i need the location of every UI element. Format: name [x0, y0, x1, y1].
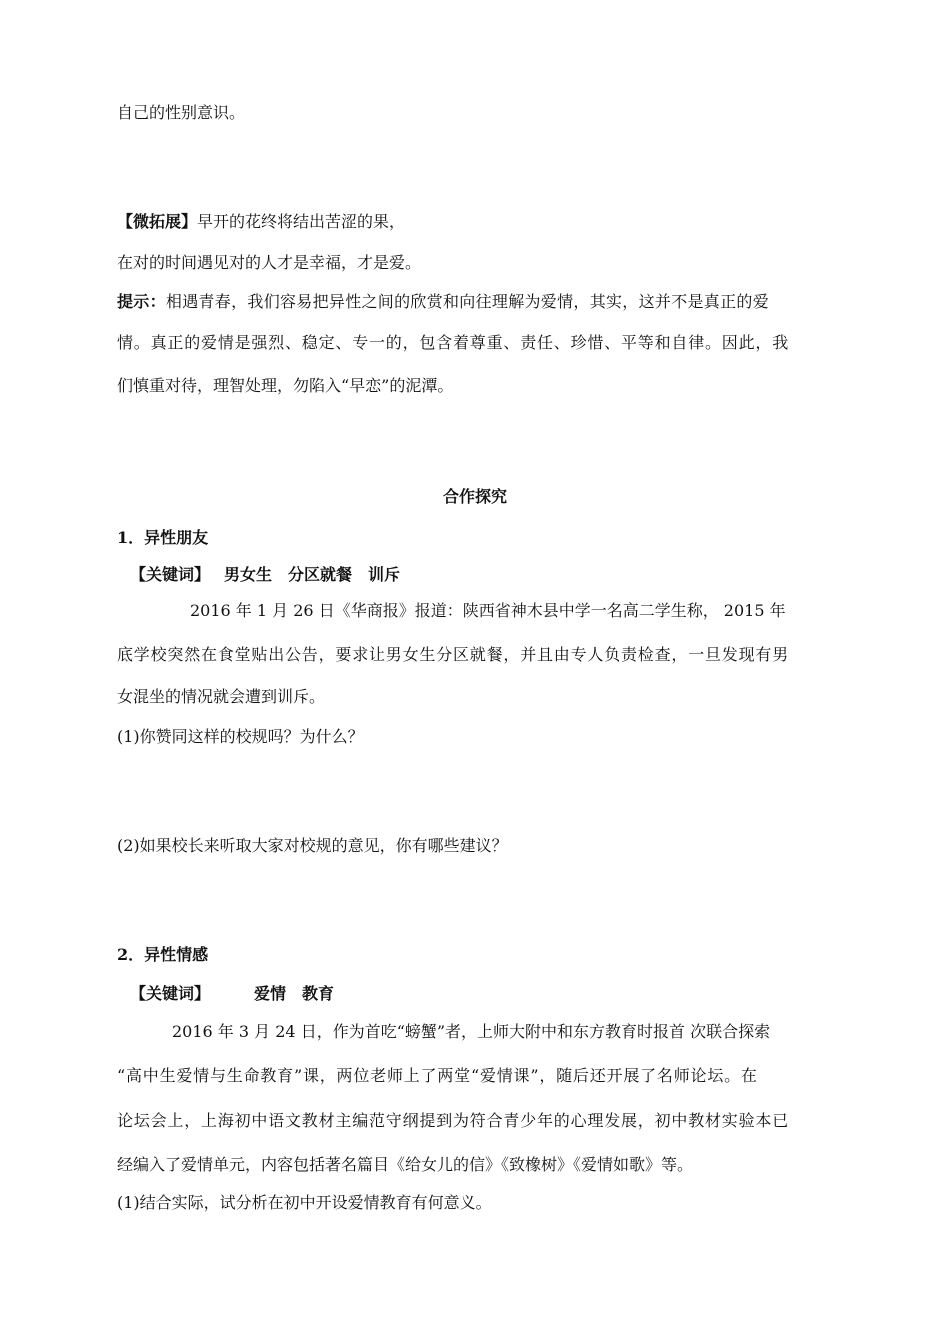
extension-line-2: 在对的时间遇见对的人才是幸福，才是爱。 — [117, 253, 422, 272]
intro-tail-text: 自己的性别意识。 — [117, 103, 246, 122]
topic1-heading: 1．异性朋友 — [117, 528, 209, 547]
extension-label: 【微拓展】 — [117, 212, 198, 231]
hint-text-1: 相遇青春，我们容易把异性之间的欣赏和向往理解为爱情，其实，这并不是真正的爱 — [165, 292, 770, 311]
extension-line-1 — [117, 212, 405, 232]
topic2-keywords — [130, 984, 334, 1004]
topic2-keyword-2: 教育 — [302, 984, 335, 1003]
hint-label: 提示： — [117, 292, 166, 311]
topic2-para-line-2: “高中生爱情与生命教育”课，两位老师上了两堂“爱情课”，随后还开展了名师论坛。在 — [117, 1066, 758, 1085]
topic1-keyword-label: 【关键词】 — [130, 565, 211, 584]
hint-line-2: 情。真正的爱情是强烈、稳定、专一的，包含着尊重、责任、珍惜、平等和自律。因此，我 — [117, 333, 790, 352]
topic2-keyword-label: 【关键词】 — [130, 984, 211, 1003]
topic1-keyword-3: 训斥 — [368, 565, 401, 584]
topic2-para-line-3: 论坛会上，上海初中语文教材主编范守纲提到为符合青少年的心理发展，初中教材实验本已 — [117, 1111, 790, 1130]
hint-line-3: 们慎重对待，理智处理，勿陷入“早恋”的泥潭。 — [117, 376, 454, 395]
topic2-para-line-1: 2016 年 3 月 24 日，作为首吃“螃蟹”者，上师大附中和东方教育时报首 次联合探索 — [172, 1022, 771, 1041]
topic1-keyword-2: 分区就餐 — [288, 565, 353, 584]
topic1-question-2: (2)如果校长来听取大家对校规的意见，你有哪些建议？ — [117, 836, 508, 855]
topic1-para-line-1: 2016 年 1 月 26 日《华商报》报道：陕西省神木县中学一名高二学生称， 2015 年 — [190, 601, 786, 620]
topic1-keyword-1: 男女生 — [224, 565, 273, 584]
topic1-question-1: (1)你赞同这样的校规吗？为什么？ — [117, 727, 364, 746]
topic2-heading: 2．异性情感 — [117, 945, 209, 964]
topic2-keyword-1: 爱情 — [254, 984, 287, 1003]
topic1-para-line-2: 底学校突然在食堂贴出公告，要求让男女生分区就餐，并且由专人负责检查，一旦发现有男 — [117, 645, 790, 664]
topic1-para-line-3: 女混坐的情况就会遭到训斥。 — [117, 687, 326, 706]
hint-line-1 — [117, 292, 833, 312]
extension-text-1: 早开的花终将结出苦涩的果， — [197, 212, 406, 231]
topic2-para-line-4: 经编入了爱情单元，内容包括著名篇目《给女儿的信》《致橡树》《爱情如歌》等。 — [117, 1155, 694, 1174]
section-title: 合作探究 — [442, 487, 507, 506]
topic1-keywords — [130, 565, 400, 585]
topic2-question-1: (1)结合实际，试分析在初中开设爱情教育有何意义。 — [117, 1193, 492, 1212]
